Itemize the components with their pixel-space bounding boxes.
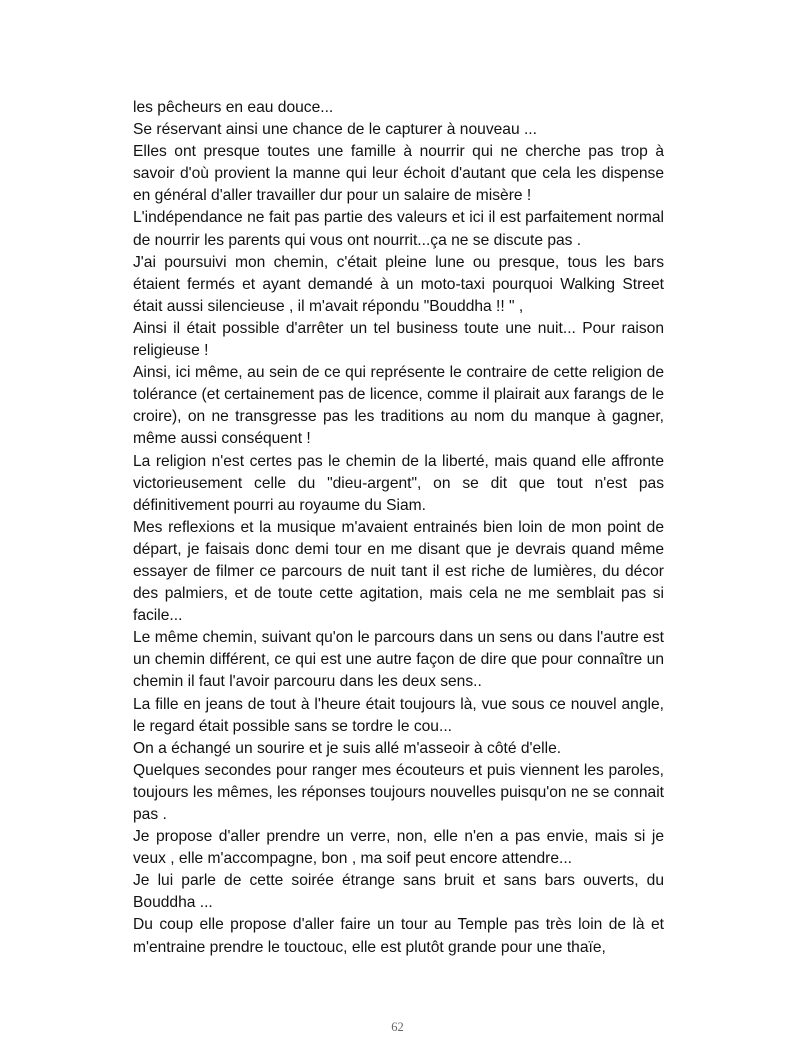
paragraph: J'ai poursuivi mon chemin, c'était pleine lune ou presque, tous les bars étaient fermés et ayant demandé à un moto-taxi pourquoi Walking Street était aussi silencieuse , il m'avait répondu "Bouddha !! " , (133, 253, 664, 315)
paragraph: Ainsi, ici même, au sein de ce qui représente le contraire de cette religion de tolérance (et certainement pas de licence, comme il plairait aux farangs de le croire), on ne transgresse pas les traditions au nom du manque à gagner, même aussi conséquent ! (133, 364, 664, 448)
paragraph: Le même chemin, suivant qu'on le parcours dans un sens ou dans l'autre est un chemin différent, ce qui est une autre façon de dire que pour connaître un chemin il faut l'avoir parcouru dans les deux sens.. (133, 629, 664, 691)
paragraph: Quelques secondes pour ranger mes écouteurs et puis viennent les paroles, toujours les mêmes, les réponses toujours nouvelles puisqu'on ne se connait pas . (133, 761, 664, 823)
paragraph: les pêcheurs en eau douce... (133, 99, 334, 116)
paragraph: Ainsi il était possible d'arrêter un tel business toute une nuit... Pour raison religieuse ! (133, 319, 664, 360)
paragraph: Je lui parle de cette soirée étrange sans bruit et sans bars ouverts, du Bouddha ... (133, 872, 664, 912)
paragraph: Du coup elle propose d'aller faire un tour au Temple pas très loin de là et m'entraine prendre le touctouc, elle est plutôt grande pour une thaïe, (133, 916, 664, 956)
paragraph: La fille en jeans de tout à l'heure était toujours là, vue sous ce nouvel angle, le regard était possible sans se tordre le cou... (133, 695, 664, 735)
paragraph: Je propose d'aller prendre un verre, non, elle n'en a pas envie, mais si je veux , elle m'accompagne, bon , ma soif peut encore attendre... (133, 828, 664, 868)
paragraph: Elles ont presque toutes une famille à nourrir qui ne cherche pas trop à savoir d'où provient la manne qui leur échoit d'autant que cela les dispense en général d'aller travailler dur pour un salaire de misère ! (133, 143, 664, 205)
paragraph: L'indépendance ne fait pas partie des valeurs et ici il est parfaitement normal de nourrir les parents qui vous ont nourrit...ça ne se discute pas . (133, 209, 664, 249)
paragraph: La religion n'est certes pas le chemin de la liberté, mais quand elle affronte victorieusement celle du "dieu-argent", on se dit que tout n'est pas définitivement pourri au royaume du Siam. (133, 452, 664, 514)
paragraph: On a échangé un sourire et je suis allé m'asseoir à côté d'elle. (133, 739, 562, 757)
paragraph: Mes reflexions et la musique m'avaient entrainés bien loin de mon point de départ, je faisais donc demi tour en me disant que je devrais quand même essayer de filmer ce parcours de nuit tant il est riche de lumières, du décor des palmiers, et de toute cette agitation, mais cela ne me semblait pas si facile... (133, 518, 664, 625)
page-number: 62 (391, 1020, 404, 1034)
body-text (133, 97, 664, 959)
paragraph: Se réservant ainsi une chance de le capturer à nouveau ... (133, 121, 537, 139)
